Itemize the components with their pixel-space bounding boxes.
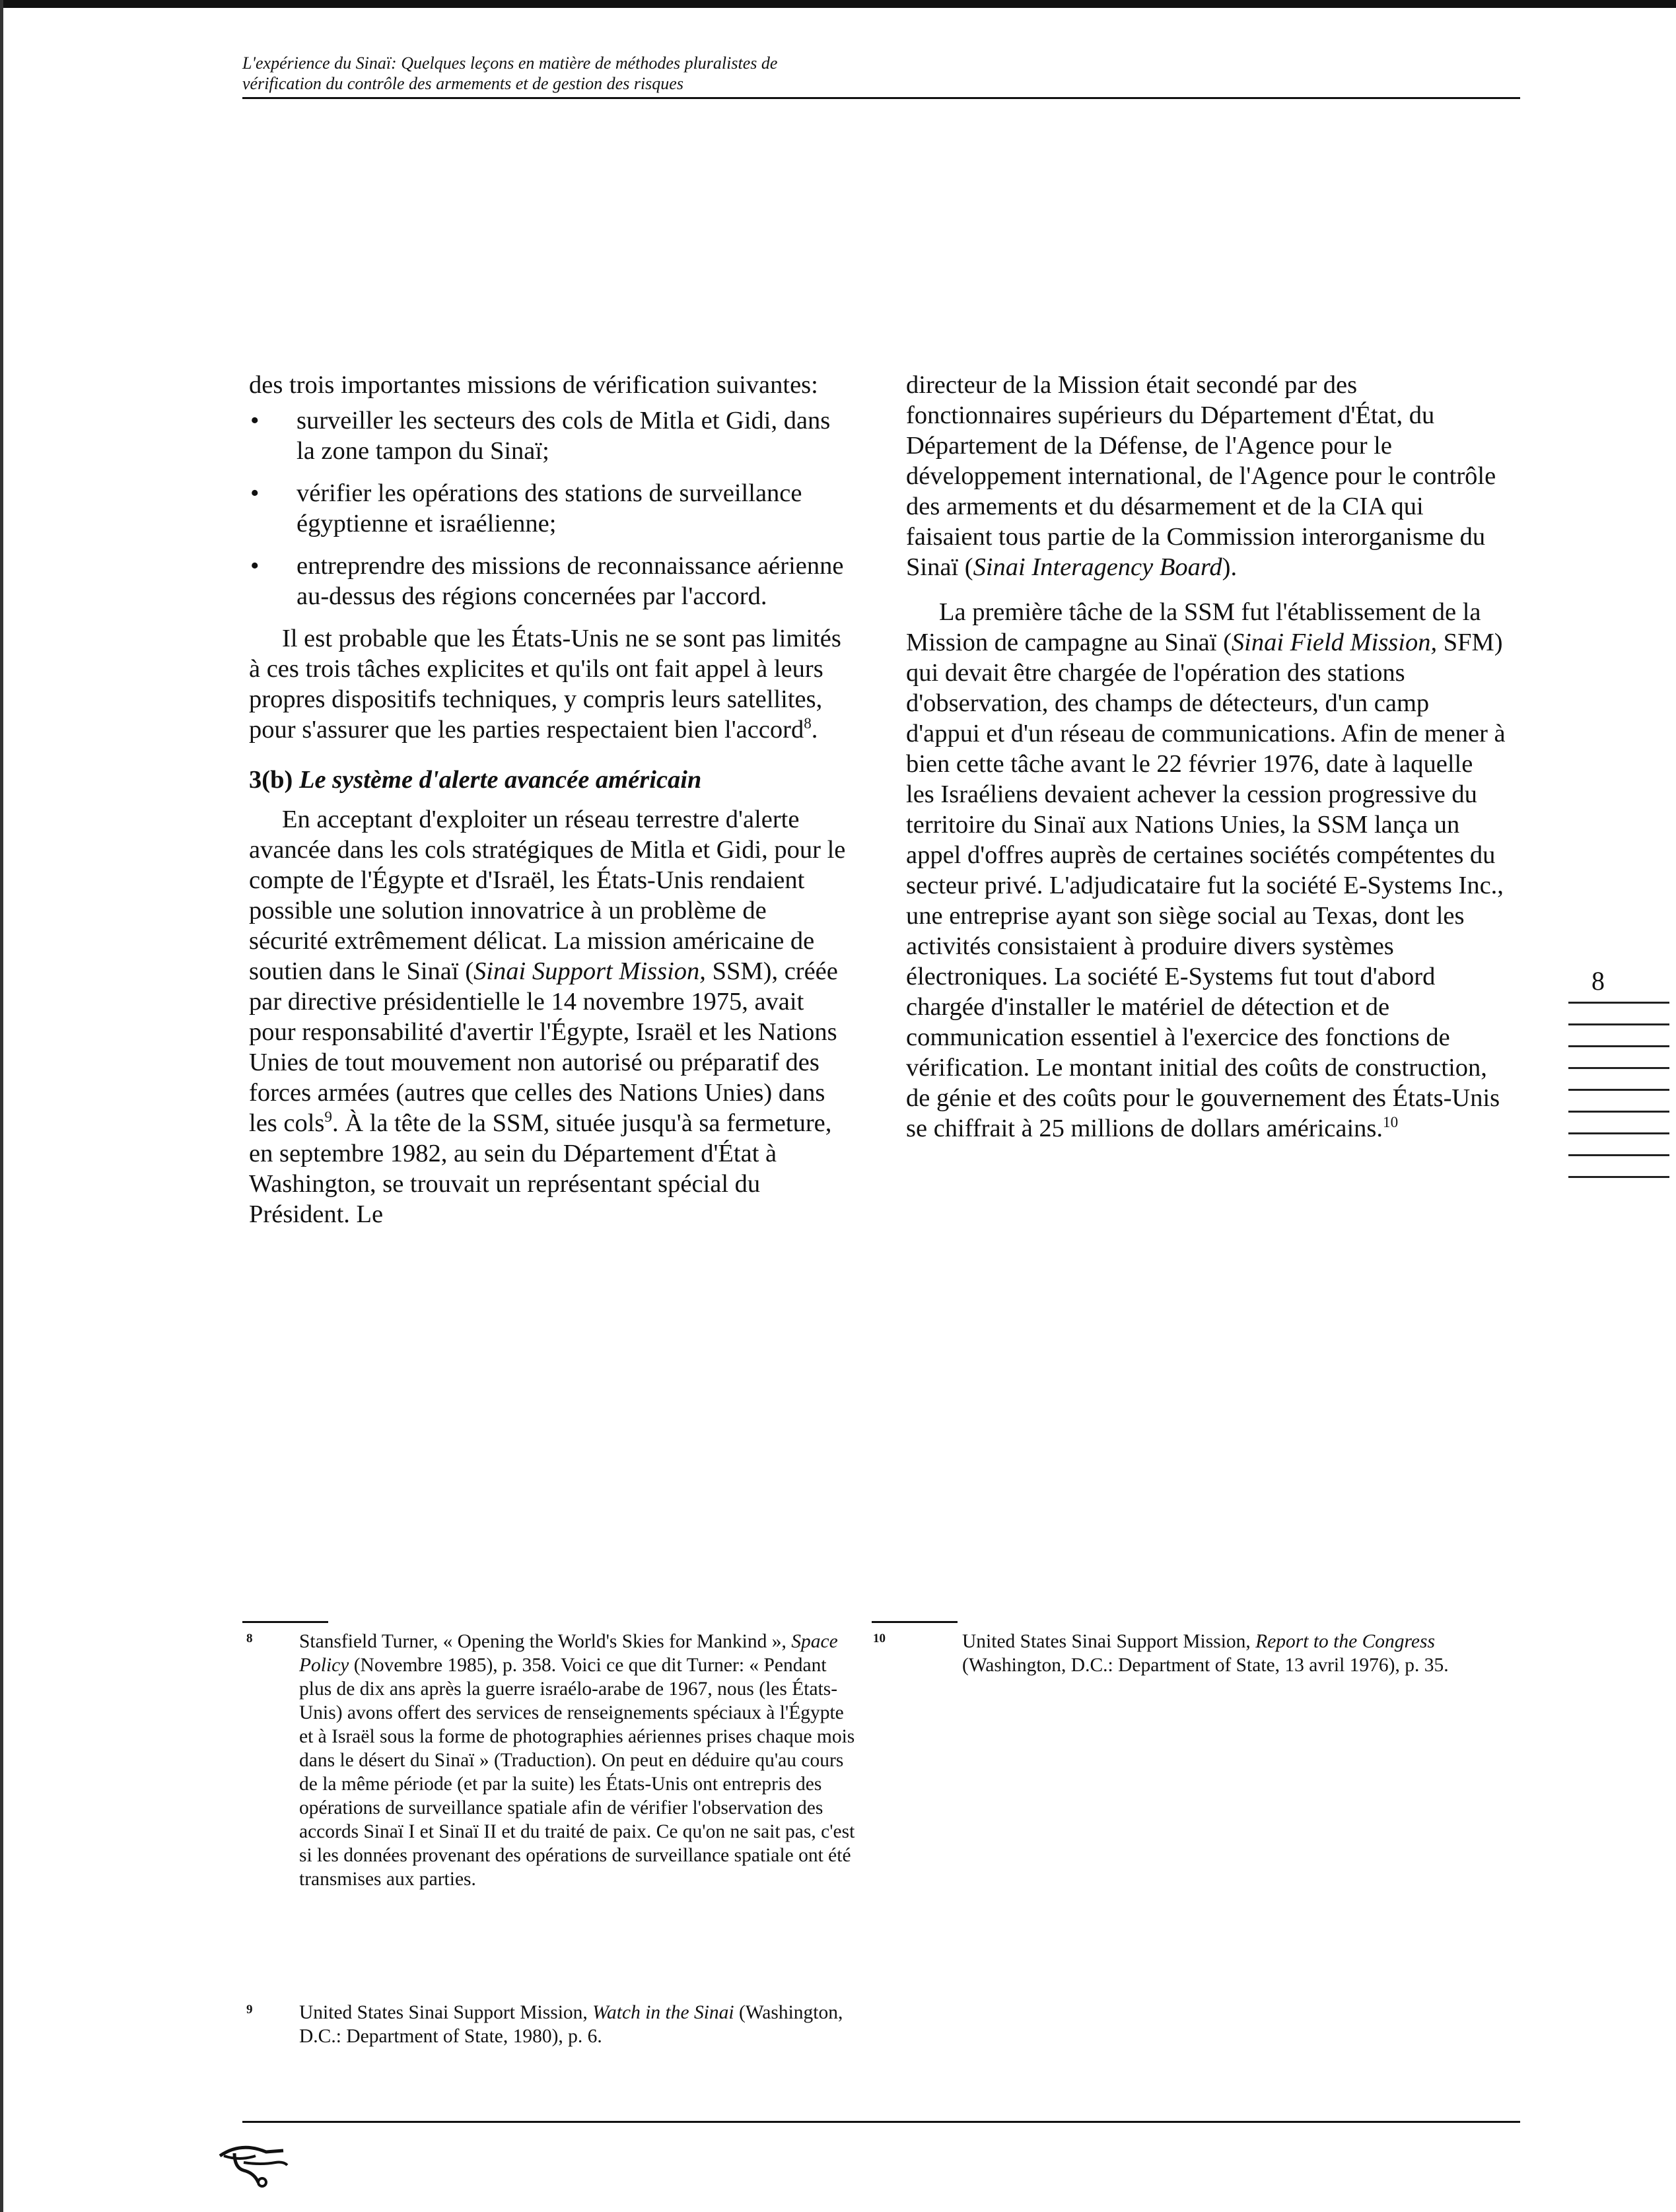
bullet-icon: •: [250, 479, 260, 507]
paragraph-us-tasks: Il est probable que les États-Unis ne se sont pas limités à ces trois tâches explicites et qu'ils ont fait appel à leurs propres dispositifs techniques, y compris leurs satellites, pour s'assurer que les parties respectaient bien l'accord$^8$.: [249, 625, 841, 743]
running-head-line-1: L'expérience du Sinaï: Quelques leçons en matière de méthodes pluralistes de: [242, 53, 778, 73]
list-item: • surveiller les secteurs des cols de Mitla et Gidi, dans la zone tampon du Sinaï;: [250, 407, 831, 465]
bullet-icon: •: [250, 552, 260, 580]
tab-mark: [1568, 1045, 1669, 1047]
footnote-number: 8: [246, 1632, 253, 1645]
section-number: 3(b): [249, 766, 293, 794]
paragraph-early-warning: En acceptant d'exploiter un réseau terrestre d'alerte avancée dans les cols stratégiques de Mitla et Gidi, pour le compte de l'Égypte et d'Israël, les États-Unis rendaient possible une solution innovatrice à un problème de sécurité extrêmement délicat. La mission américaine de soutien dans le Sinaï (Sinai Support Mission, SSM), créée par directive présidentielle le 14 novembre 1975, avait pour responsabilité d'avertir l'Égypte, Israël et les Nations Unies de tout mouvement non autorisé ou préparatif des forces armées (autres que celles des Nations Unies) dans les cols$^9$. À la tête de la SSM, située jusqu'à sa fermeture, en septembre 1982, au sein du Département d'État à Washington, se trouvait un représentant spécial du Président. Le: [249, 806, 846, 1228]
footnote-number: 9: [246, 2003, 253, 2017]
header-rule: [242, 97, 1520, 99]
tab-mark: [1568, 1023, 1669, 1025]
footnote-8: [246, 1630, 857, 1891]
footnote-text: Stansfield Turner, « Opening the World's Skies for Mankind », Space Policy (Novembre 1985), p. 358. Voici ce que dit Turner: « Pendant plus de dix ans après la guerre israélo-arabe de 1967, nous (les États-Unis) avons offert des services de renseignements spéciaux à l'Égypte et à Israël sous la forme de photographies aériennes prises chaque mois dans le désert du Sinaï » (Traduction). On peut en déduire qu'au cours de la même période (et par la suite) les États-Unis ont entrepris des opérations de surveillance spatiale afin de vérifier l'observation des accords Sinaï I et Sinaï II et du traité de paix. Ce qu'on ne sait pas, c'est si les données provenant des opérations de surveillance spatiale ont été transmises aux parties.: [299, 1631, 855, 1890]
footnote-ref-9[interactable]: 9: [324, 1108, 332, 1126]
footnote-rule-left: [242, 1621, 328, 1623]
eye-of-horus-logo-icon: [215, 2136, 294, 2189]
paragraph-director: directeur de la Mission était secondé par des fonctionnaires supérieurs du Département d'État, du Département de la Défense, de l'Agence pour le développement international, de l'Agence pour le contrôle des armements et du désarmement et de la CIA qui faisaient tous partie de la Commission interorganisme du Sinaï (Sinai Interagency Board).: [906, 371, 1496, 581]
section-title: Le système d'alerte avancée américain: [298, 766, 702, 794]
tab-mark: [1568, 1132, 1669, 1134]
list-item: • vérifier les opérations des stations de surveillance égyptienne et israélienne;: [250, 479, 802, 537]
top-edge-bar: [0, 0, 1676, 8]
footnote-text: United States Sinai Support Mission, Watch in the Sinai (Washington, D.C.: Department of State, 1980), p. 6.: [299, 2002, 843, 2047]
section-heading: [249, 765, 850, 795]
running-head: [242, 53, 1497, 94]
running-head-line-2: vérification du contrôle des armements et de gestion des risques: [242, 74, 683, 93]
left-edge-bar: [0, 0, 3, 2212]
page-number: 8: [1591, 966, 1605, 996]
tab-mark: [1568, 1067, 1669, 1069]
footnote-ref-10[interactable]: 10: [1383, 1113, 1399, 1131]
tab-mark: [1568, 1002, 1669, 1004]
footnote-rule-right: [872, 1621, 958, 1623]
bullet-icon: •: [250, 407, 260, 434]
tab-mark: [1568, 1089, 1669, 1091]
tab-mark: [1568, 1154, 1669, 1156]
list-item: • entreprendre des missions de reconnaissance aérienne au-dessus des régions concernées par l'accord.: [250, 552, 844, 610]
tab-mark: [1568, 1111, 1669, 1113]
right-column: [906, 370, 1507, 1144]
intro-paragraph: des trois importantes missions de vérification suivantes:: [249, 371, 818, 399]
paragraph-first-task: La première tâche de la SSM fut l'établissement de la Mission de campagne au Sinaï (Sinai Field Mission, SFM) qui devait être chargée de l'opération des stations d'observation, des champs de détecteurs, d'un camp d'appui et d'un réseau de communications. Afin de mener à bien cette tâche avant le 22 février 1976, date à laquelle les Israéliens devaient achever la cession progressive du territoire du Sinaï aux Nations Unies, la SSM lança un appel d'offres auprès de certaines sociétés compétentes du secteur privé. L'adjudicataire fut la société E-Systems Inc., une entreprise ayant son siège social au Texas, dont les activités consistaient à produire divers systèmes électroniques. La société E-Systems fut tout d'abord chargée d'installer le matériel de détection et de communication essentiel à l'exercice des fonctions de vérification. Le montant initial des coûts de construction, de génie et des coûts pour le gouvernement des États-Unis se chiffrait à 25 millions de dollars américains.$^{10}$: [906, 598, 1506, 1142]
left-column: [249, 370, 850, 1229]
mission-list: [249, 405, 850, 611]
footnote-number: 10: [873, 1632, 886, 1645]
footnote-9: [246, 2001, 857, 2048]
footnote-text: United States Sinai Support Mission, Report to the Congress (Washington, D.C.: Department of State, 13 avril 1976), p. 35.: [962, 1631, 1449, 1676]
footnote-ref-8[interactable]: 8: [804, 714, 812, 732]
footer-rule: [242, 2121, 1520, 2123]
footnote-10: [873, 1630, 1494, 1677]
tab-mark: [1568, 1176, 1669, 1178]
